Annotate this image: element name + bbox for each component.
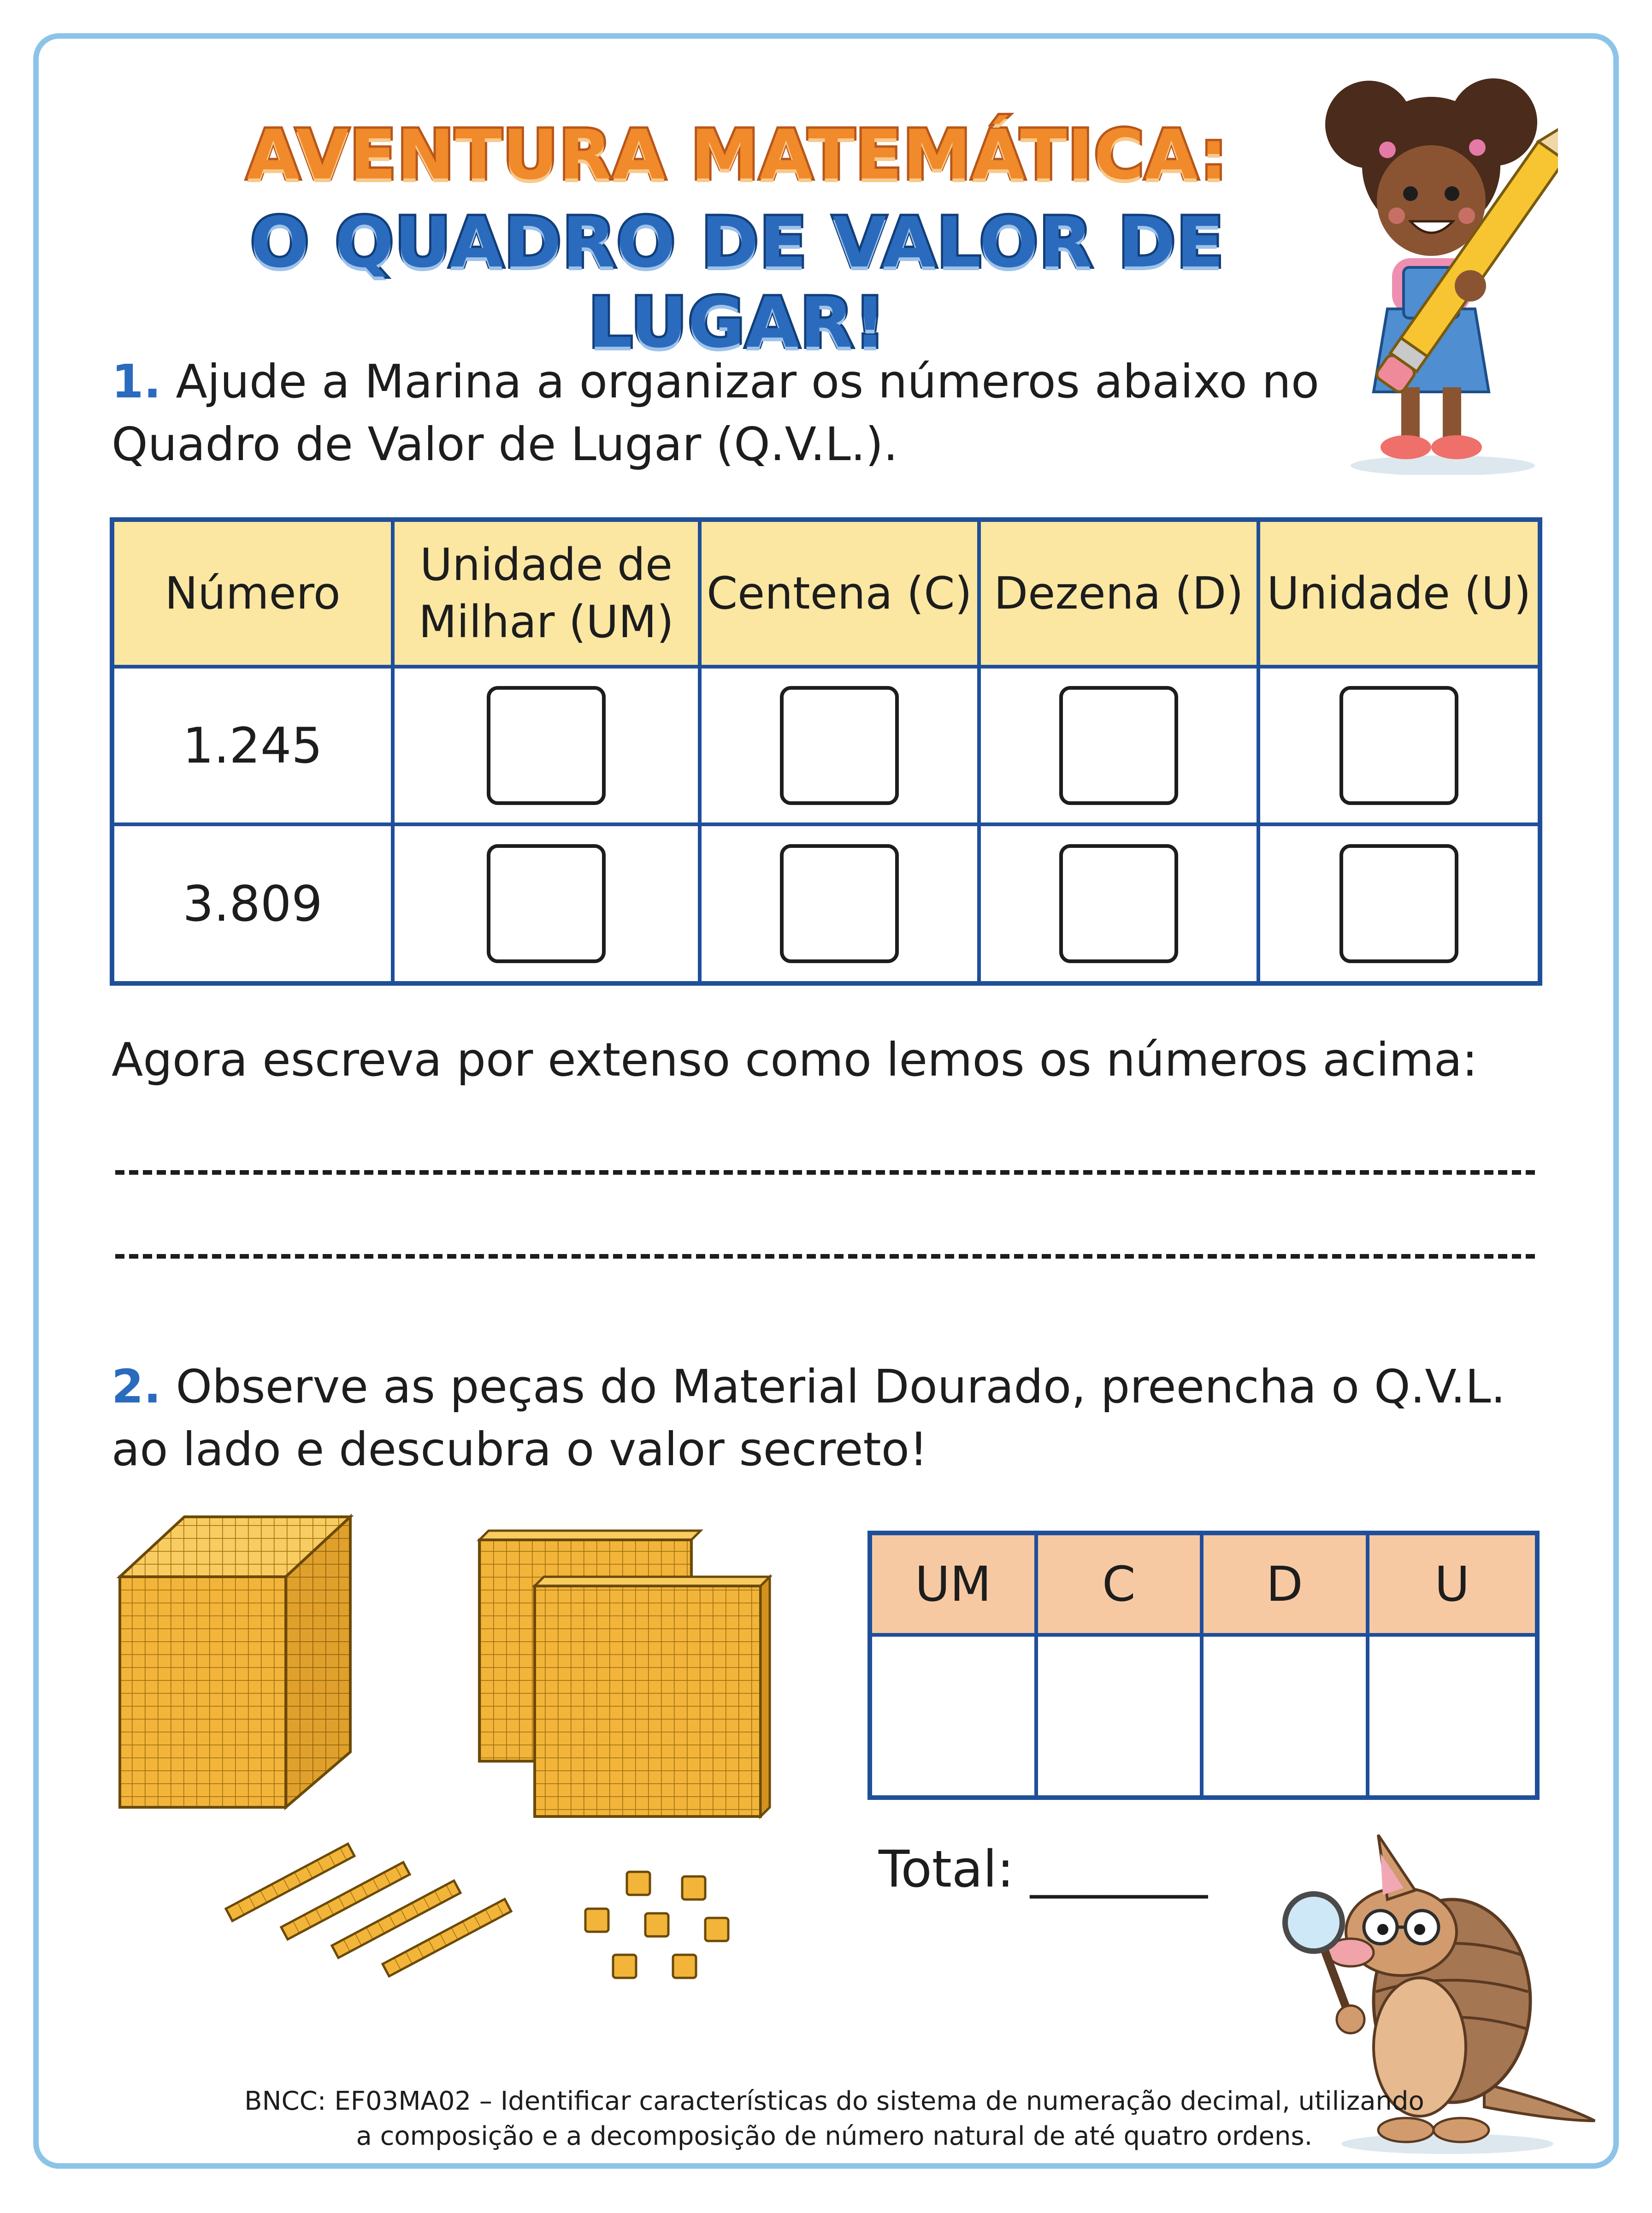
question-1-text (112, 350, 1356, 476)
header-u: Unidade (U) (1260, 522, 1538, 669)
row-2-u-cell (1260, 826, 1538, 981)
answer-cell-d[interactable] (1204, 1637, 1369, 1795)
row-1-number: 1.245 (114, 669, 395, 826)
question-2-prompt: Observe as peças do Material Dourado, preencha o Q.V.L. ao lado e descubra o valor secreto! (112, 1360, 1506, 1476)
answer-cell-u[interactable] (1369, 1637, 1535, 1795)
answer-box[interactable] (1059, 844, 1178, 963)
header-c: C (1038, 1535, 1204, 1637)
answer-box[interactable] (487, 686, 606, 805)
answer-box[interactable] (1339, 686, 1458, 805)
header-u: U (1369, 1535, 1535, 1637)
answer-line-2[interactable] (115, 1254, 1535, 1259)
header-numero: Número (114, 522, 395, 669)
row-2-number: 3.809 (114, 826, 395, 981)
answer-cell-c[interactable] (1038, 1637, 1204, 1795)
row-2-d-cell (981, 826, 1260, 981)
answer-box[interactable] (1339, 844, 1458, 963)
question-2-text (112, 1355, 1564, 1481)
row-1-c-cell (702, 669, 981, 826)
row-1-um-cell (395, 669, 702, 826)
header-d: D (1204, 1535, 1369, 1637)
header-um: UM (872, 1535, 1038, 1637)
title-line-2: O QUADRO DE VALOR DE LUGAR! (250, 203, 1225, 363)
title-line-1: AVENTURA MATEMÁTICA: (247, 115, 1228, 195)
row-2-um-cell (395, 826, 702, 981)
question-1-prompt: Ajude a Marina a organizar os números abaixo no Quadro de Valor de Lugar (Q.V.L.). (112, 355, 1320, 471)
header-d: Dezena (D) (981, 522, 1260, 669)
bncc-footer: BNCC: EF03MA02 – Identificar características do sistema de numeração decimal, utilizando a composição e a decomposição de número natural de até quatro ordens. (244, 2086, 1424, 2151)
total-label: Total: _______ (879, 1840, 1208, 1899)
base-ten-blocks-icon (106, 1512, 797, 2001)
row-1-d-cell (981, 669, 1260, 826)
answer-cell-um[interactable] (872, 1637, 1038, 1795)
answer-line-1[interactable] (115, 1170, 1535, 1175)
place-value-table-2 (867, 1531, 1540, 1800)
header-c: Centena (C) (702, 522, 981, 669)
row-1-u-cell (1260, 669, 1538, 826)
answer-box[interactable] (780, 844, 899, 963)
question-1-number: 1. (112, 355, 161, 408)
row-2-c-cell (702, 826, 981, 981)
answer-box[interactable] (487, 844, 606, 963)
question-2-number: 2. (112, 1360, 161, 1414)
write-in-words-instruction: Agora escreva por extenso como lemos os números acima: (112, 1033, 1478, 1087)
answer-box[interactable] (1059, 686, 1178, 805)
answer-box[interactable] (780, 686, 899, 805)
place-value-table-1 (110, 517, 1542, 986)
header-um: Unidade de Milhar (UM) (395, 522, 702, 669)
